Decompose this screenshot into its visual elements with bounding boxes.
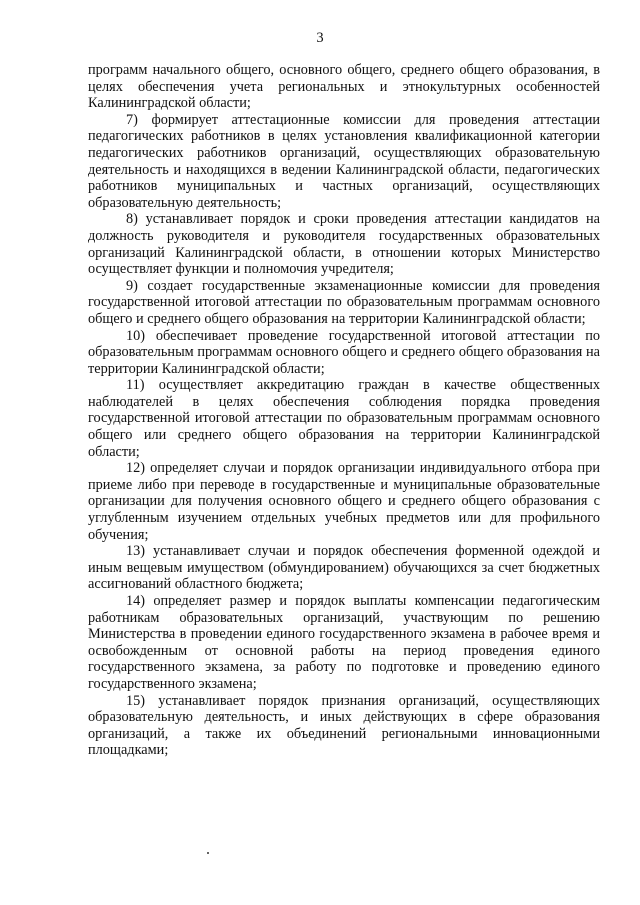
paragraph-item-9: 9) создает государственные экзаменационные комиссии для проведения государственной итоговой аттестации по образовательным программам основного общего и среднего общего образования на территории Калининградской области;	[88, 277, 600, 327]
paragraph-item-10: 10) обеспечивает проведение государственной итоговой аттестации по образовательным программам основного общего и среднего общего образования на территории Калининградской области;	[88, 327, 600, 377]
paragraph-item-7: 7) формирует аттестационные комиссии для проведения аттестации педагогических работников в целях установления квалификационной категории педагогических работников организаций, осуществляющих образовательную деятельность и находящихся в ведении Калининградской области, педагогических работников муниципальных и частных организаций, осуществляющих образовательную деятельность;	[88, 111, 600, 211]
document-body	[88, 62, 600, 759]
page-number: 3	[316, 30, 324, 46]
paragraph-item-13: 13) устанавливает случаи и порядок обеспечения форменной одеждой и иным вещевым имуществом (обмундированием) обучающихся за счет бюджетных ассигнований областного бюджета;	[88, 543, 600, 593]
paragraph-continuation: программ начального общего, основного общего, среднего общего образования, в целях обеспечения учета региональных и этнокультурных особенностей Калининградской области;	[88, 62, 600, 112]
paragraph-item-15: 15) устанавливает порядок признания организаций, осуществляющих образовательную деятельность, и иных действующих в сфере образования организаций, а также их объединений региональными инновационными площадками;	[88, 692, 600, 759]
paragraph-item-8: 8) устанавливает порядок и сроки проведения аттестации кандидатов на должность руководителя и руководителя государственных образовательных организаций Калининградской области, в отношении которых Министерство осуществляет функции и полномочия учредителя;	[88, 211, 600, 278]
paragraph-item-11: 11) осуществляет аккредитацию граждан в качестве общественных наблюдателей в целях обеспечения соблюдения порядка проведения государственной итоговой аттестации по образовательным программам основного общего или среднего общего образования на территории Калининградской области;	[88, 377, 600, 460]
scan-speck	[207, 852, 209, 854]
paragraph-item-14: 14) определяет размер и порядок выплаты компенсации педагогическим работникам образовательных организаций, участвующим по решению Министерства в проведении единого государственного экзамена в рабочее время и освобожденным от основной работы на период проведения единого государственного экзамена, за работу по подготовке и проведению единого государственного экзамена;	[88, 593, 600, 692]
paragraph-item-12: 12) определяет случаи и порядок организации индивидуального отбора при приеме либо при переводе в государственные и муниципальные образовательные организации для получения основного общего и среднего общего образования с углубленным изучением отдельных учебных предметов или для профильного обучения;	[88, 460, 600, 543]
